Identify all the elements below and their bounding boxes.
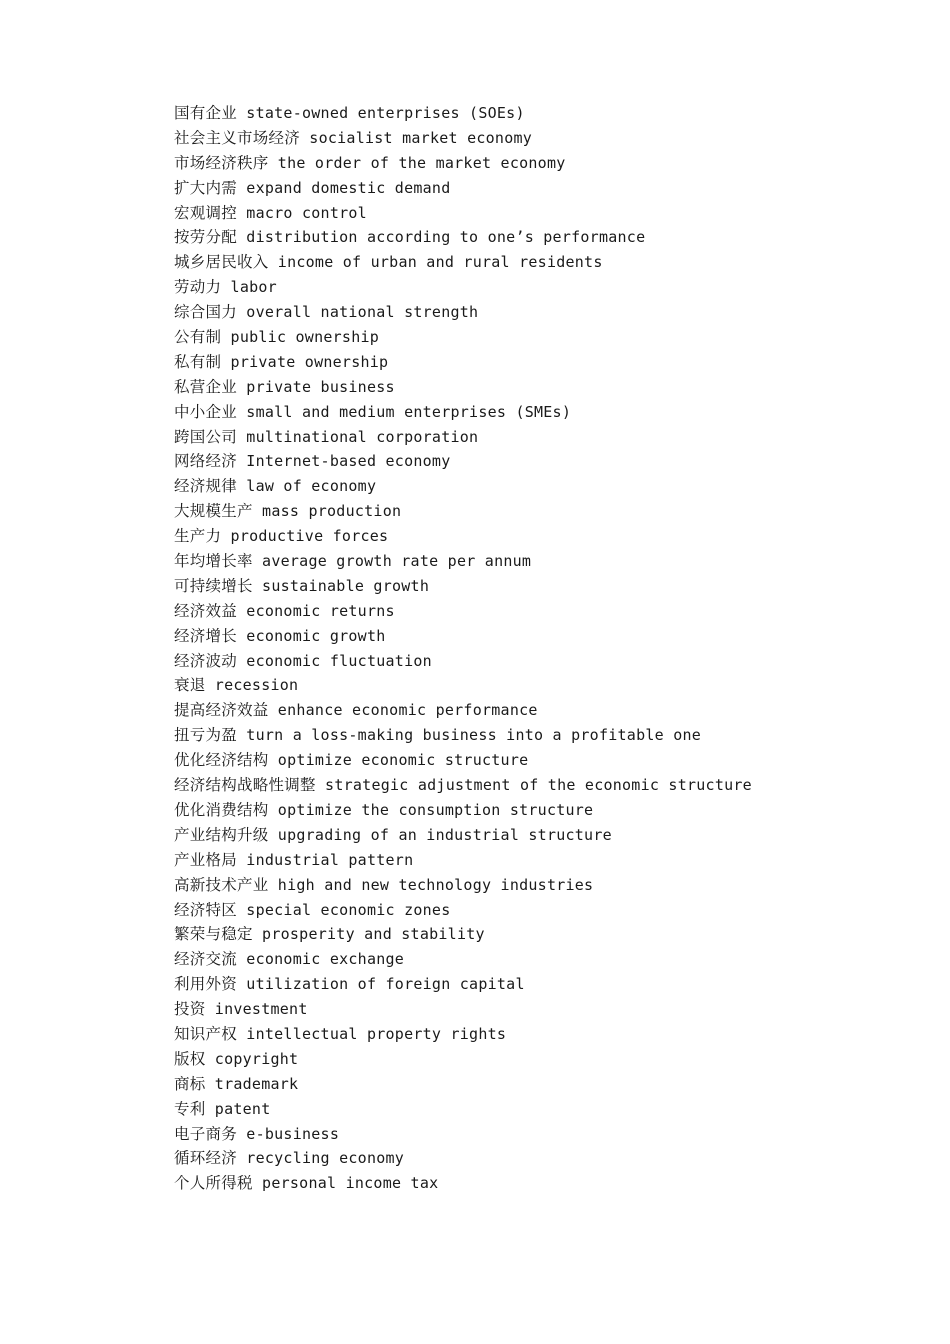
term-chinese: 按劳分配 (174, 228, 238, 247)
term-english: public ownership (230, 328, 380, 347)
term-english: mass production (262, 502, 402, 521)
glossary-entry (174, 524, 894, 549)
term-english: small and medium enterprises (SMEs) (246, 402, 572, 421)
term-english: patent (214, 1099, 271, 1118)
term-english: the order of the market economy (277, 153, 566, 172)
glossary-entry (174, 922, 894, 947)
term-english: state-owned enterprises (SOEs) (246, 104, 525, 122)
term-english: industrial pattern (246, 850, 414, 869)
glossary-entry (174, 997, 894, 1022)
term-english: expand domestic demand (246, 178, 451, 197)
term-chinese: 投资 (174, 1000, 206, 1019)
term-chinese: 城乡居民收入 (174, 253, 269, 272)
term-chinese: 社会主义市场经济 (174, 128, 301, 147)
glossary-entry (174, 151, 894, 176)
glossary-entry (174, 673, 894, 698)
term-english: optimize the consumption structure (277, 800, 594, 819)
term-english: economic returns (246, 601, 395, 620)
term-chinese: 产业格局 (174, 850, 238, 869)
glossary-entry (174, 698, 894, 723)
glossary-entry (174, 225, 894, 250)
term-english: trademark (214, 1074, 299, 1093)
term-english: private business (246, 377, 395, 396)
term-chinese: 私有制 (174, 352, 222, 371)
term-english: turn a loss-making business into a profitable one (246, 726, 702, 745)
glossary-entry (174, 748, 894, 773)
term-english: private ownership (230, 352, 389, 371)
term-english: utilization of foreign capital (246, 975, 525, 994)
glossary-entry (174, 599, 894, 624)
glossary-entry (174, 549, 894, 574)
term-chinese: 宏观调控 (174, 203, 238, 222)
term-chinese: 经济效益 (174, 601, 238, 620)
term-chinese: 经济结构战略性调整 (174, 776, 316, 795)
term-chinese: 优化消费结构 (174, 800, 269, 819)
term-english: average growth rate per annum (262, 552, 532, 571)
term-english: multinational corporation (246, 427, 479, 446)
term-chinese: 扭亏为盈 (174, 726, 238, 745)
glossary-entry (174, 773, 894, 798)
glossary-entry (174, 300, 894, 325)
glossary-entry (174, 1022, 894, 1047)
term-english: enhance economic performance (277, 701, 538, 720)
term-english: socialist market economy (309, 128, 533, 147)
term-english: sustainable growth (262, 576, 430, 595)
term-english: law of economy (246, 477, 377, 496)
term-english: Internet-based economy (246, 452, 451, 471)
glossary-entry (174, 972, 894, 997)
term-chinese: 劳动力 (174, 278, 222, 297)
glossary-entry (174, 425, 894, 450)
glossary-entry (174, 1097, 894, 1122)
glossary-list (174, 101, 894, 1196)
term-chinese: 个人所得税 (174, 1174, 253, 1193)
term-english: personal income tax (262, 1174, 439, 1193)
term-chinese: 高新技术产业 (174, 875, 269, 894)
glossary-entry (174, 1072, 894, 1097)
term-english: macro control (246, 203, 367, 222)
glossary-entry (174, 275, 894, 300)
glossary-entry (174, 798, 894, 823)
term-chinese: 大规模生产 (174, 502, 253, 521)
term-english: overall national strength (246, 303, 479, 322)
glossary-entry (174, 1047, 894, 1072)
term-chinese: 可持续增长 (174, 576, 253, 595)
glossary-entry (174, 723, 894, 748)
term-chinese: 公有制 (174, 328, 222, 347)
glossary-entry (174, 126, 894, 151)
term-english: intellectual property rights (246, 1024, 507, 1043)
term-chinese: 经济波动 (174, 651, 238, 670)
term-english: recycling economy (246, 1149, 405, 1168)
glossary-entry (174, 350, 894, 375)
glossary-entry (174, 325, 894, 350)
term-chinese: 繁荣与稳定 (174, 925, 253, 944)
term-chinese: 优化经济结构 (174, 751, 269, 770)
term-chinese: 网络经济 (174, 452, 238, 471)
term-english: optimize economic structure (277, 751, 529, 770)
glossary-entry (174, 176, 894, 201)
term-chinese: 生产力 (174, 527, 222, 546)
glossary-entry (174, 574, 894, 599)
term-english: income of urban and rural residents (277, 253, 603, 272)
glossary-entry (174, 947, 894, 972)
term-chinese: 市场经济秩序 (174, 153, 269, 172)
term-chinese: 中小企业 (174, 402, 238, 421)
glossary-entry (174, 1146, 894, 1171)
term-english: recession (214, 676, 299, 695)
glossary-entry (174, 1122, 894, 1147)
glossary-entry (174, 101, 894, 126)
term-chinese: 电子商务 (174, 1124, 238, 1143)
glossary-entry (174, 375, 894, 400)
glossary-entry (174, 250, 894, 275)
term-chinese: 经济交流 (174, 950, 238, 969)
term-chinese: 经济规律 (174, 477, 238, 496)
term-english: strategic adjustment of the economic structure (325, 776, 752, 795)
term-chinese: 国有企业 (174, 104, 238, 122)
term-chinese: 版权 (174, 1049, 206, 1068)
term-chinese: 循环经济 (174, 1149, 238, 1168)
term-chinese: 扩大内需 (174, 178, 238, 197)
term-chinese: 年均增长率 (174, 552, 253, 571)
glossary-entry (174, 873, 894, 898)
glossary-entry (174, 201, 894, 226)
glossary-entry (174, 898, 894, 923)
term-chinese: 知识产权 (174, 1024, 238, 1043)
term-english: high and new technology industries (277, 875, 594, 894)
term-english: labor (230, 278, 277, 297)
term-english: economic exchange (246, 950, 405, 969)
term-chinese: 商标 (174, 1074, 206, 1093)
glossary-entry (174, 449, 894, 474)
term-chinese: 跨国公司 (174, 427, 238, 446)
glossary-entry (174, 624, 894, 649)
term-english: distribution according to one’s performance (246, 228, 646, 247)
term-english: economic growth (246, 626, 386, 645)
glossary-entry (174, 848, 894, 873)
term-english: e-business (246, 1124, 340, 1143)
term-chinese: 提高经济效益 (174, 701, 269, 720)
glossary-entry (174, 1171, 894, 1196)
glossary-entry (174, 499, 894, 524)
term-english: investment (214, 1000, 308, 1019)
term-english: special economic zones (246, 900, 451, 919)
glossary-entry (174, 474, 894, 499)
term-chinese: 专利 (174, 1099, 206, 1118)
term-chinese: 综合国力 (174, 303, 238, 322)
term-chinese: 产业结构升级 (174, 825, 269, 844)
term-english: economic fluctuation (246, 651, 432, 670)
term-chinese: 经济增长 (174, 626, 238, 645)
term-english: productive forces (230, 527, 389, 546)
glossary-entry (174, 823, 894, 848)
term-english: upgrading of an industrial structure (277, 825, 612, 844)
term-chinese: 利用外资 (174, 975, 238, 994)
glossary-entry (174, 649, 894, 674)
term-chinese: 私营企业 (174, 377, 238, 396)
glossary-entry (174, 400, 894, 425)
term-chinese: 经济特区 (174, 900, 238, 919)
term-english: prosperity and stability (262, 925, 485, 944)
term-chinese: 衰退 (174, 676, 206, 695)
term-english: copyright (214, 1049, 299, 1068)
